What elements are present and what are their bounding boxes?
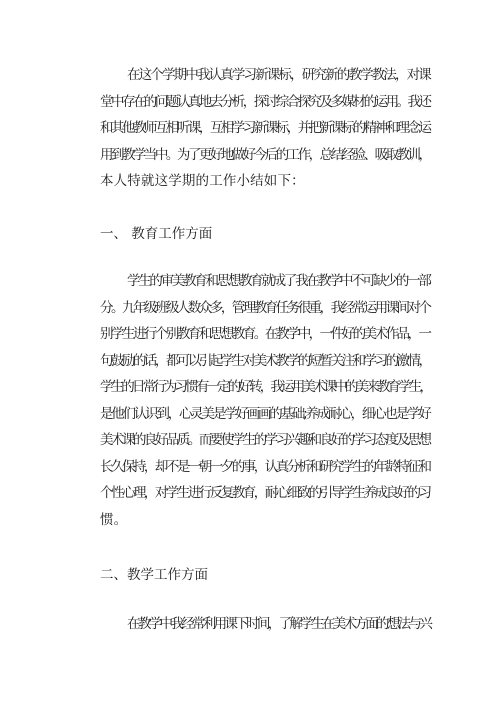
section1-line: 别学生进行个别教育和思想教育。在教学中，一件好的美术作品，一 [100, 326, 430, 342]
intro-line: 本人特就这学期的工作小结如下： [100, 173, 305, 189]
section1-line: 惯。 [100, 511, 128, 528]
section2-heading: 二、教学工作方面 [100, 567, 208, 583]
section1-line: 个性心理，对学生进行反复教育，耐心细致的引导学生养成良好的习 [100, 485, 430, 501]
intro-line: 用到教学当中。为了更好地做好今后的工作，总结经验、吸取教训， [100, 146, 430, 163]
intro-line: 堂中存在的问题认真地去分析，探讨综合探究及多媒材的运用。我还 [100, 93, 430, 110]
section1-line: 分。九年级班级人数众多，管理教育任务很重，我经常运用课间对个 [100, 299, 430, 316]
section1-line: 是他们认识到，心灵美是学好画画的基础;养成耐心，细心也是学好 [100, 405, 430, 422]
section1-line: 学生的日常行为习惯有一定的好转，我运用美术课中的美来教育学生， [100, 379, 431, 395]
section1-line: 长久保持，却不是一朝一夕的事，认真分析和研究学生的年龄特征和 [100, 458, 430, 475]
intro-line: 在这个学期中我认真学习新课标，研究新的教学教法，对课 [127, 67, 430, 83]
intro-line: 和其他教师互相听课，互相学习新课标，并把新课标的精神和理念运 [100, 120, 430, 136]
section1-line: 学生的审美教育和思想教育就成了我在教学中不可缺少的一部 [127, 273, 430, 289]
section1-line: 句鼓励的话，都可以引起学生对美术教学的短暂关注和学习的激情， [100, 352, 430, 369]
section1-paragraph [100, 268, 430, 533]
section1-line: 美术课的良好品质。而要使学生的学习兴趣和良好的学习态度及思想 [100, 432, 430, 448]
section2-paragraph [100, 611, 430, 638]
intro-paragraph [100, 62, 430, 195]
section1-heading: 一、 教育工作方面 [100, 226, 213, 242]
section2-line: 在教学中我经常利用课下时间，了解学生在美术方面的想法与兴 [127, 616, 431, 632]
